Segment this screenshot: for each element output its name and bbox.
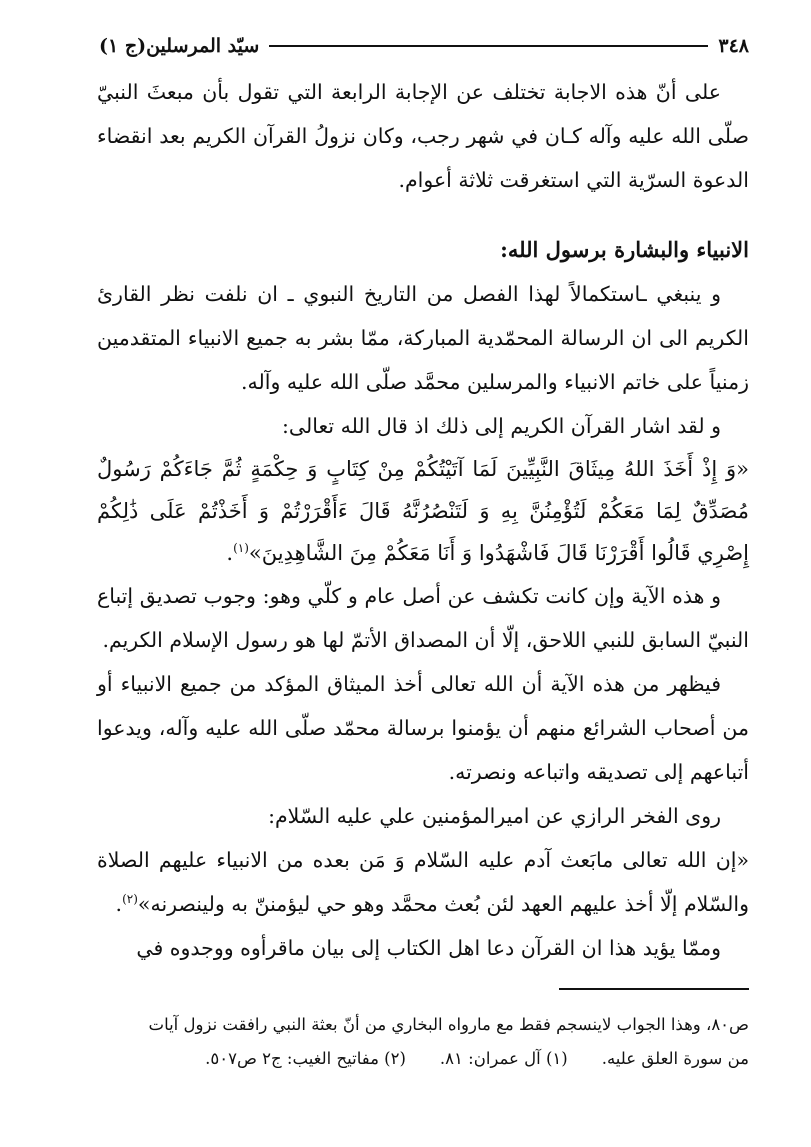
paragraph-continuation: وممّا يؤيد هذا ان القرآن دعا اهل الكتاب إلى بيان ماقرأوه ووجدوه في — [136, 936, 721, 960]
narration-quote-text: «إن الله تعالى مابَعث آدم عليه السّلام وَ مَن بعده من الانبياء عليهم الصلاة والسّلام إلّا أخذ عليهم العهد لئن بُعث محمَّد وهو حي ليؤمننّ به ولينصرنه» — [97, 848, 749, 916]
paragraph-narration-intro: روى الفخر الرازي عن اميرالمؤمنين علي عليه السّلام: — [268, 804, 721, 828]
book-title: سيّد المرسلين(ج ١) — [99, 35, 260, 57]
section-heading: الانبياء والبشارة برسول الله: — [500, 237, 749, 262]
paragraph-covenant: فيظهر من هذه الآية أن الله تعالى أخذ الميثاق المؤكد من جميع الانبياء أو من أصحاب الشرائع منهم أن يؤمنوا برسالة محمّد صلّى الله عليه وآله، ويدعوا أتباعهم إلى تصديقه واتباعه ونصرته. — [97, 672, 749, 784]
quran-verse: «وَ إِذْ أَخَذَ اللهُ مِيثَاقَ النَّبِيِّينَ لَمَا آتَيْتُكُمْ مِنْ كِتَابٍ وَ حِكْمَةٍ ثُمَّ جَاءَكُمْ رَسُولٌ مُصَدِّقٌ لِمَا مَعَكُمْ لَتُؤْمِنُنَّ بِهِ وَ لَتَنْصُرُنَّهُ قَالَ ءَأَقْرَرْتُمْ وَ أَخَذْتُمْ عَلَى ذَٰلِكُمْ إِصْرِي قَالُوا أَقْرَرْنَا قَالَ فَاشْهَدُوا وَ أَنَا مَعَكُمْ مِنَ الشَّاهِدِينَ»$^{(١)}$. — [97, 457, 749, 565]
page-body — [97, 70, 749, 970]
footnote-rule — [559, 988, 749, 990]
paragraph-intro: على أنّ هذه الاجابة تختلف عن الإجابة الرابعة التي تقول بأن مبعثَ النبيّ صلّى الله عليه وآله كـان في شهر رجب، وكان نزولُ القرآن الكريم بعد انقضاء الدعوة السرّية التي استغرقت ثلاثة أعوام. — [97, 80, 749, 192]
page-number: ٣٤٨ — [718, 35, 749, 57]
footnote-marker-2: (٢) — [122, 892, 138, 907]
footnote-1: (١) آل عمران: ٨١. — [439, 1049, 568, 1068]
running-header — [99, 30, 749, 62]
footnote-line-2 — [97, 1042, 749, 1076]
footnotes — [97, 1008, 749, 1076]
footnote-2: (٢) مفاتيح الغيب: ج٢ ص٥٠٧. — [205, 1049, 406, 1068]
quran-verse-text: «وَ إِذْ أَخَذَ اللهُ مِيثَاقَ النَّبِيِّينَ لَمَا آتَيْتُكُمْ مِنْ كِتَابٍ وَ حِكْمَةٍ ثُمَّ جَاءَكُمْ رَسُولٌ مُصَدِّقٌ لِمَا مَعَكُمْ لَتُؤْمِنُنَّ بِهِ وَ لَتَنْصُرُنَّهُ قَالَ ءَأَقْرَرْتُمْ وَ أَخَذْتُمْ عَلَى ذَٰلِكُمْ إِصْرِي قَالُوا أَقْرَرْنَا قَالَ فَاشْهَدُوا وَ أَنَا مَعَكُمْ مِنَ الشَّاهِدِينَ» — [97, 457, 749, 565]
paragraph-verse-explanation: و هذه الآية وإن كانت تكشف عن أصل عام و كلّي وهو: وجوب تصديق إتباع النبيّ السابق للنبي اللاحق، إلّا أن المصداق الأتمّ لها هو رسول الإسلام الكريم. — [97, 584, 749, 652]
footnote-continuation: من سورة العلق عليه. — [601, 1049, 749, 1068]
footnote-line-1: ص٨٠، وهذا الجواب لاينسجم فقط مع مارواه البخاري من أنّ بعثة النبي رافقت نزول آيات — [148, 1015, 749, 1034]
footnote-marker-1: (١) — [233, 541, 249, 555]
header-rule — [269, 45, 708, 47]
paragraph-prophets: و ينبغي ـاستكمالاً لهذا الفصل من التاريخ النبوي ـ ان نلفت نظر القارئ الكريم الى ان الرسالة المحمّدية المباركة، ممّا بشر به جميع الانبياء المتقدمين زمنياً على خاتم الانبياء والمرسلين محمَّد صلّى الله عليه وآله. — [97, 282, 749, 394]
narration-quote: «إن الله تعالى مابَعث آدم عليه السّلام وَ مَن بعده من الانبياء عليهم الصلاة والسّلام إلّا أخذ عليهم العهد لئن بُعث محمَّد وهو حي ليؤمننّ به ولينصرنه»$^{(٢)}$. — [97, 848, 749, 916]
paragraph-quran-reference: و لقد اشار القرآن الكريم إلى ذلك اذ قال الله تعالى: — [282, 414, 721, 438]
